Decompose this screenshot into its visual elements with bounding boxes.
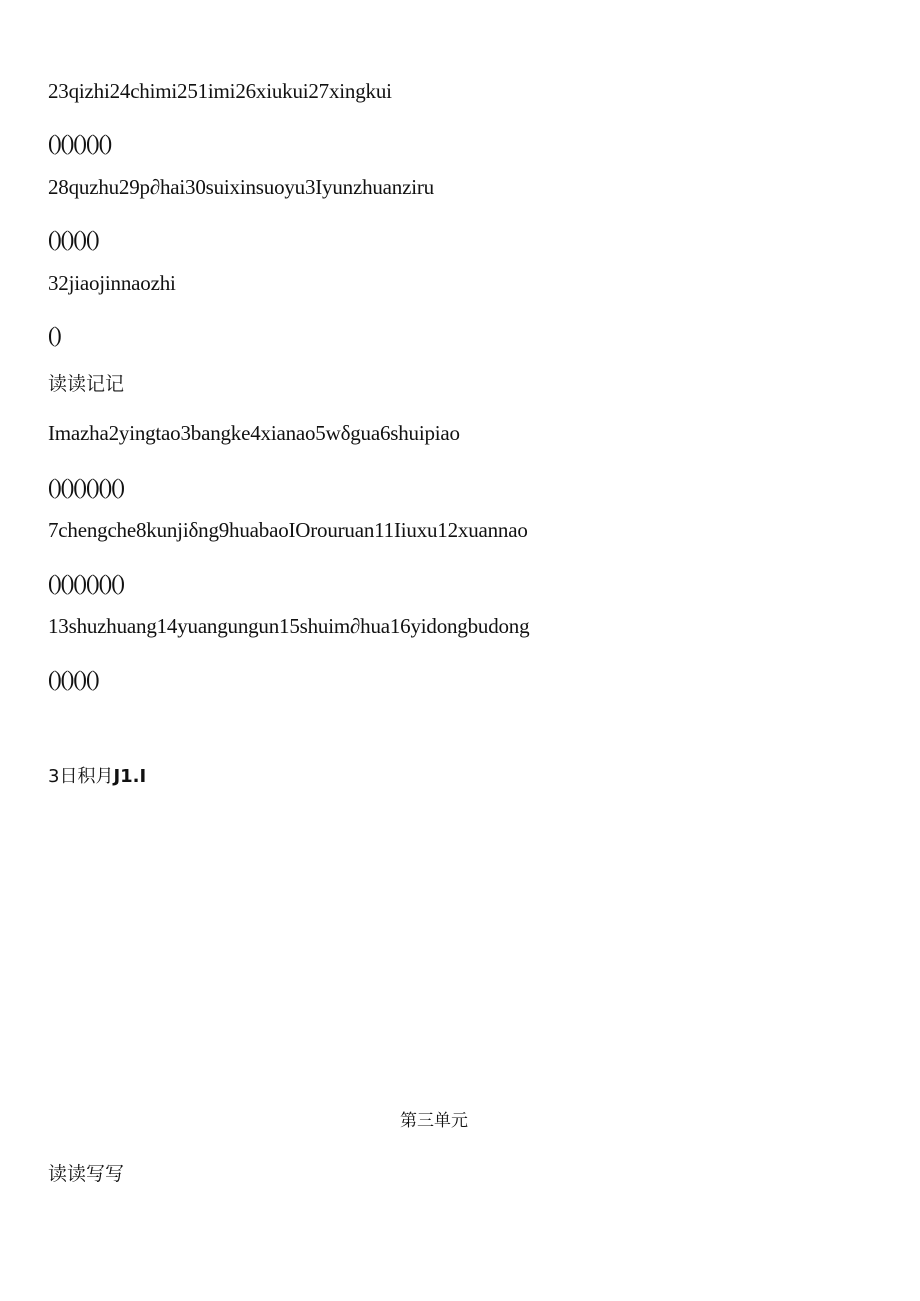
answer-brackets-32: ()	[48, 322, 61, 347]
pinyin-line-28-31: 28quzhu29p∂hai30suixinsuoyu3Iyunzhuanziru	[48, 175, 434, 199]
pinyin-line-1-6: Imazha2yingtao3bangke4xianao5wδgua6shuipiao	[48, 421, 460, 445]
section-heading-daily-accumulation	[48, 768, 146, 786]
answer-brackets-28-31: ()()()()	[48, 226, 99, 251]
answer-brackets-1-6: ()()()()()()	[48, 474, 124, 499]
answer-brackets-23-27: ()()()()()	[48, 130, 112, 155]
section-heading-read-write: 读读写写	[48, 1163, 125, 1185]
pinyin-line-7-12: 7chengche8kunjiδng9huabaoIOrouruan11Iiuxu12xuannao	[48, 518, 528, 542]
daily-heading-prefix: 3日积月	[48, 766, 114, 787]
pinyin-line-32: 32jiaojinnaozhi	[48, 271, 176, 295]
daily-heading-suffix: J1.I	[113, 766, 147, 787]
answer-brackets-7-12: ()()()()()()	[48, 570, 124, 595]
unit-title: 第三单元	[400, 1111, 468, 1131]
answer-brackets-13-16: ()()()()	[48, 666, 99, 691]
pinyin-line-13-16: 13shuzhuang14yuangungun15shuim∂hua16yidongbudong	[48, 614, 530, 638]
section-heading-read-remember: 读读记记	[48, 373, 125, 395]
pinyin-line-23-27: 23qizhi24chimi251imi26xiukui27xingkui	[48, 79, 392, 103]
